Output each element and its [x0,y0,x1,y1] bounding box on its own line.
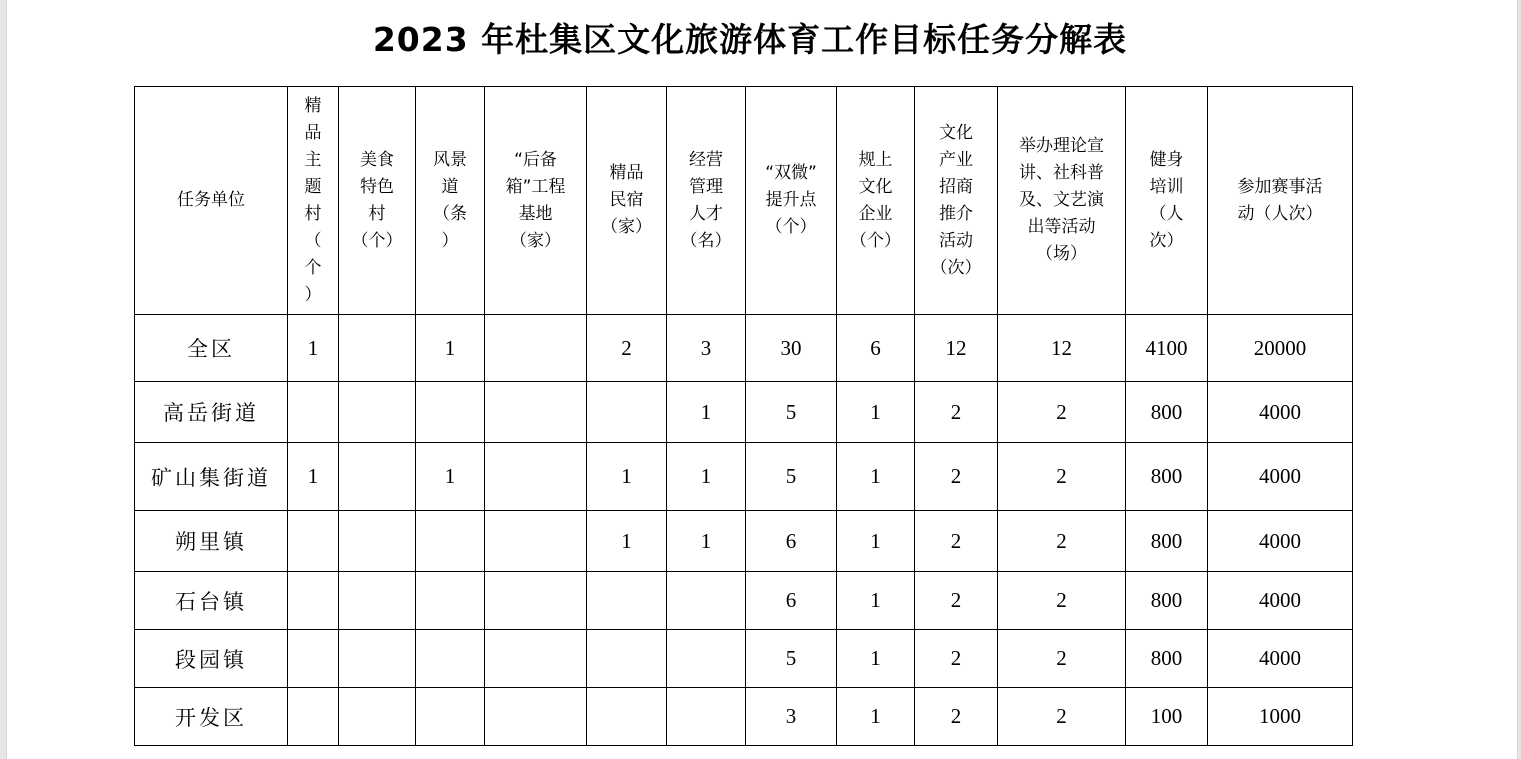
table-row [135,511,1353,572]
table-cell: 20000 [1208,315,1353,382]
header-cell: 风景 道 （条 ） [416,87,485,315]
table-cell: 1 [837,382,915,443]
table-cell [485,315,587,382]
table-header-row [135,87,1353,315]
table-cell: 100 [1126,688,1208,746]
table-cell: 2 [915,443,998,511]
table-cell [288,630,339,688]
table-cell: 1 [837,688,915,746]
table-cell: 2 [998,630,1126,688]
table-cell [288,382,339,443]
header-cell: 美食 特色 村 （个） [339,87,416,315]
table-cell [485,630,587,688]
task-unit-cell: 开发区 [135,688,288,746]
table-cell [416,382,485,443]
table-row [135,443,1353,511]
table-cell: 800 [1126,511,1208,572]
table-cell [667,688,746,746]
table-cell: 2 [915,382,998,443]
table-row [135,315,1353,382]
table-cell: 4000 [1208,443,1353,511]
header-cell: 精 品 主 题 村 （ 个 ） [288,87,339,315]
task-unit-cell: 石台镇 [135,572,288,630]
table-cell: 2 [915,688,998,746]
header-cell: 参加赛事活 动（人次） [1208,87,1353,315]
table-cell: 800 [1126,630,1208,688]
table-cell: 1 [288,443,339,511]
table-cell [416,688,485,746]
table-row [135,688,1353,746]
table-cell [416,572,485,630]
table-cell: 2 [998,511,1126,572]
document-title: 2023 年杜集区文化旅游体育工作目标任务分解表 [372,20,1128,59]
header-cell: 规上 文化 企业 （个） [837,87,915,315]
document-page [6,0,1518,759]
header-cell: “双微” 提升点 （个） [746,87,837,315]
table-cell: 1 [587,443,667,511]
table-cell: 1 [667,443,746,511]
table-cell: 1 [416,443,485,511]
table-cell: 2 [998,688,1126,746]
table-cell: 1 [288,315,339,382]
table-cell: 6 [837,315,915,382]
table-cell [339,315,416,382]
table-cell [339,630,416,688]
table-cell [416,511,485,572]
header-cell: 健身 培训 （人 次） [1126,87,1208,315]
header-cell: 任务单位 [135,87,288,315]
task-unit-cell: 高岳街道 [135,382,288,443]
table-cell [667,572,746,630]
table-cell: 1 [837,572,915,630]
header-cell: 举办理论宣 讲、社科普 及、文艺演 出等活动 （场） [998,87,1126,315]
table-cell: 800 [1126,443,1208,511]
header-cell: 经营 管理 人才 （名） [667,87,746,315]
table-cell: 4000 [1208,382,1353,443]
table-cell: 4000 [1208,572,1353,630]
table-cell [339,572,416,630]
table-row [135,572,1353,630]
table-cell [339,382,416,443]
table-cell [288,688,339,746]
table-cell: 12 [998,315,1126,382]
table-cell: 800 [1126,382,1208,443]
table-cell [587,572,667,630]
table-cell [587,382,667,443]
table-cell: 4000 [1208,630,1353,688]
table-cell: 5 [746,630,837,688]
table-cell [587,630,667,688]
table-cell [485,382,587,443]
table-cell [288,511,339,572]
table-cell [485,511,587,572]
table-cell: 5 [746,382,837,443]
table-cell [485,443,587,511]
table-cell: 1000 [1208,688,1353,746]
task-breakdown-table [134,86,1353,746]
table-cell [667,630,746,688]
header-cell: “后备 箱”工程 基地 （家） [485,87,587,315]
table-row [135,382,1353,443]
table-cell: 30 [746,315,837,382]
table-cell: 2 [915,511,998,572]
table-cell [416,630,485,688]
table-cell: 1 [837,443,915,511]
table-cell: 4000 [1208,511,1353,572]
table-cell [485,572,587,630]
table-cell: 2 [998,382,1126,443]
table-row [135,630,1353,688]
table-cell: 2 [587,315,667,382]
task-unit-cell: 朔里镇 [135,511,288,572]
table-cell: 6 [746,572,837,630]
table-cell [587,688,667,746]
table-cell: 1 [416,315,485,382]
table-cell: 1 [587,511,667,572]
table-cell: 12 [915,315,998,382]
table-cell: 6 [746,511,837,572]
task-unit-cell: 矿山集街道 [135,443,288,511]
table-cell: 2 [915,572,998,630]
table-cell: 1 [837,630,915,688]
table-cell: 2 [915,630,998,688]
table-cell: 1 [667,511,746,572]
header-cell: 精品 民宿 （家） [587,87,667,315]
table-cell [339,511,416,572]
table-cell: 4100 [1126,315,1208,382]
header-cell: 文化 产业 招商 推介 活动 （次） [915,87,998,315]
table-cell [339,688,416,746]
task-unit-cell: 段园镇 [135,630,288,688]
table-cell: 2 [998,572,1126,630]
table-cell [339,443,416,511]
table-cell: 3 [667,315,746,382]
table-cell: 2 [998,443,1126,511]
table-cell: 3 [746,688,837,746]
table-cell [288,572,339,630]
table-cell: 1 [667,382,746,443]
table-cell: 800 [1126,572,1208,630]
table-cell: 5 [746,443,837,511]
table-cell [485,688,587,746]
task-unit-cell: 全区 [135,315,288,382]
table-cell: 1 [837,511,915,572]
